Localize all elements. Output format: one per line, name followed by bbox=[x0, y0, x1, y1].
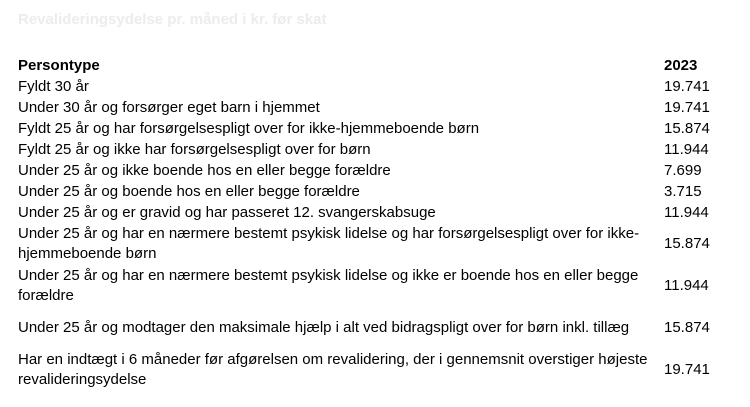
table-row bbox=[18, 97, 718, 118]
table-row bbox=[18, 160, 718, 181]
table-row bbox=[18, 76, 718, 97]
row-label: Fyldt 30 år bbox=[18, 77, 89, 95]
row-value: 15.874 bbox=[664, 119, 710, 137]
table-header-row bbox=[18, 55, 718, 76]
row-label: Fyldt 25 år og har forsørgelsespligt over for ikke-hjemmeboende børn bbox=[18, 119, 480, 137]
row-value: 11.944 bbox=[664, 277, 709, 294]
column-header-year: 2023 bbox=[664, 56, 698, 74]
row-value: 3.715 bbox=[664, 182, 702, 200]
table-row bbox=[18, 139, 718, 160]
table-row bbox=[18, 118, 718, 139]
row-value: 11.944 bbox=[664, 140, 709, 158]
row-value: 19.741 bbox=[664, 98, 710, 116]
row-label: Under 25 år og har en nærmere bestemt psykisk lidelse og har forsørgelsespligt over for ikke-hjemmeboende børn bbox=[18, 225, 640, 262]
row-label: Fyldt 25 år og ikke har forsørgelsespligt over for børn bbox=[18, 140, 371, 158]
column-header-persontype: Persontype bbox=[18, 56, 100, 74]
table-row bbox=[18, 202, 718, 223]
table-row bbox=[18, 181, 718, 202]
table-row bbox=[18, 349, 718, 391]
row-label: Under 25 år og ikke boende hos en eller begge forældre bbox=[18, 161, 391, 179]
row-label: Under 25 år og har en nærmere bestemt psykisk lidelse og ikke er boende hos en eller begge forældre bbox=[18, 267, 639, 304]
table-row bbox=[18, 307, 718, 349]
row-value: 19.741 bbox=[664, 77, 710, 95]
row-value: 15.874 bbox=[664, 319, 710, 336]
row-value: 7.699 bbox=[664, 161, 702, 179]
row-label: Under 25 år og boende hos en eller begge forældre bbox=[18, 182, 360, 200]
row-value: 15.874 bbox=[664, 235, 710, 252]
row-label: Under 30 år og forsørger eget barn i hjemmet bbox=[18, 98, 320, 116]
table-row bbox=[18, 223, 718, 265]
table-row bbox=[18, 265, 718, 307]
row-value: 19.741 bbox=[664, 361, 710, 378]
row-label: Har en indtægt i 6 måneder før afgørelsen om revalidering, der i gennemsnit overstiger højeste revalideringsydelse bbox=[18, 351, 648, 388]
row-value: 11.944 bbox=[664, 203, 709, 221]
row-label: Under 25 år og er gravid og har passeret 12. svangerskabsuge bbox=[18, 203, 436, 221]
table-caption: Revalideringsydelse pr. måned i kr. før skat bbox=[18, 11, 327, 28]
row-label: Under 25 år og modtager den maksimale hjælp i alt ved bidragspligt over for børn inkl. tillæg bbox=[18, 319, 630, 336]
benefit-table bbox=[18, 55, 718, 391]
